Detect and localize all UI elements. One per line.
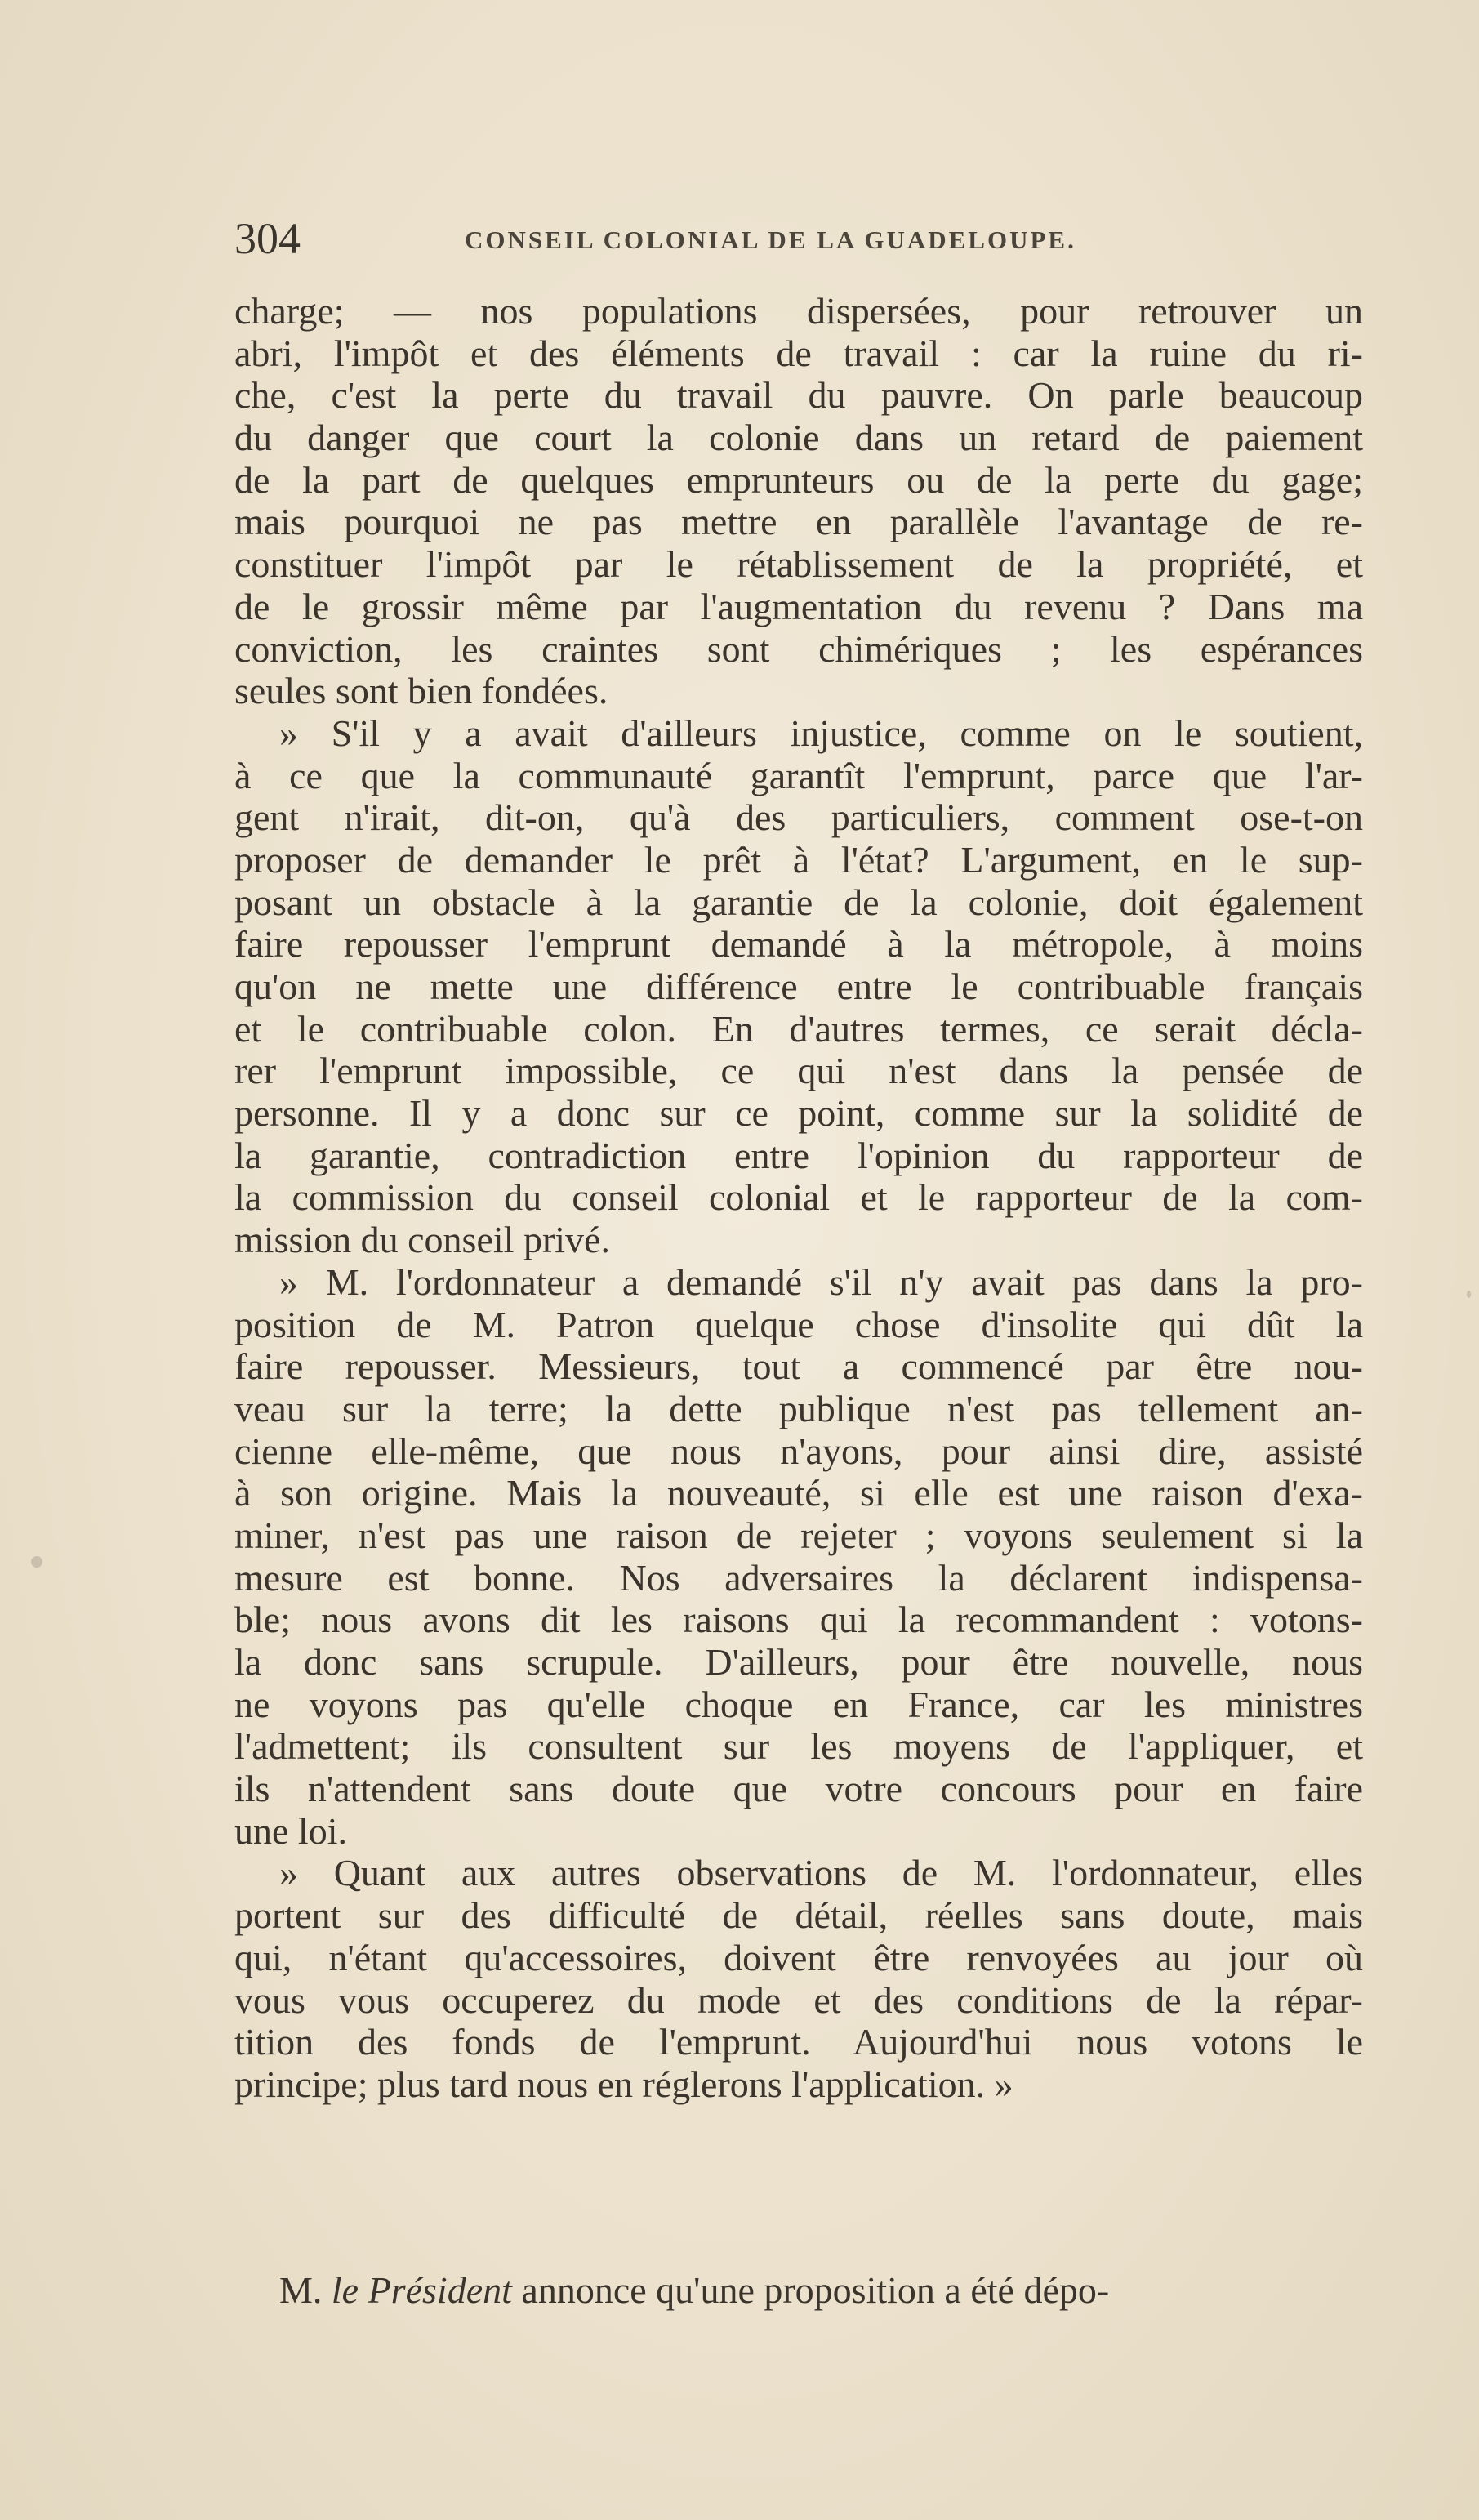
final-line-rest: annonce qu'une proposition a été dépo- (521, 2269, 1110, 2311)
text-line: » Quant aux autres observations de M. l'ordonnateur, elles (279, 1852, 1363, 1894)
final-line-role: le Président (331, 2269, 512, 2311)
text-line: à son origine. Mais la nouveauté, si elle est une raison d'exa- (234, 1472, 1363, 1514)
final-line (279, 2269, 1364, 2312)
text-line: du danger que court la colonie dans un retard de paiement (234, 417, 1363, 459)
running-head: CONSEIL COLONIAL DE LA GUADELOUPE. (465, 225, 1076, 254)
text-line: mais pourquoi ne pas mettre en parallèle l'avantage de re- (234, 501, 1363, 543)
final-line-prefix: M. (279, 2269, 323, 2311)
text-line: abri, l'impôt et des éléments de travail : car la ruine du ri- (234, 332, 1363, 374)
text-line: principe; plus tard nous en réglerons l'application. » (234, 2063, 1013, 2105)
paper-speck (31, 1556, 42, 1568)
text-line: seules sont bien fondées. (234, 670, 608, 712)
text-line: personne. Il y a donc sur ce point, comme sur la solidité de (234, 1092, 1363, 1135)
text-line: che, c'est la perte du travail du pauvre. On parle beaucoup (234, 374, 1363, 417)
text-line: portent sur des difficulté de détail, réelles sans doute, mais (234, 1894, 1363, 1937)
text-line: de le grossir même par l'augmentation du revenu ? Dans ma (234, 585, 1363, 627)
text-line: proposer de demander le prêt à l'état? L'argument, en le sup- (234, 838, 1363, 881)
text-line: tition des fonds de l'emprunt. Aujourd'hui nous votons le (234, 2021, 1363, 2063)
text-line: vous vous occuperez du mode et des conditions de la répar- (234, 1978, 1363, 2021)
text-line: faire repousser l'emprunt demandé à la métropole, à moins (234, 923, 1363, 966)
text-line: rer l'emprunt impossible, ce qui n'est dans la pensée de (234, 1050, 1363, 1092)
text-line: la garantie, contradiction entre l'opinion du rapporteur de (234, 1134, 1363, 1176)
text-line: qu'on ne mette une différence entre le contribuable français (234, 966, 1363, 1007)
paragraph (234, 712, 1363, 1261)
text-line: la commission du conseil colonial et le rapporteur de la com- (234, 1176, 1363, 1219)
page-header (234, 214, 1361, 263)
text-line: cienne elle-même, que nous n'ayons, pour ainsi dire, assisté (234, 1429, 1363, 1472)
text-line: ils n'attendent sans doute que votre concours pour en faire (234, 1768, 1363, 1810)
text-line: mission du conseil privé. (234, 1219, 610, 1261)
text-line: l'admettent; ils consultent sur les moyens de l'appliquer, et (234, 1725, 1363, 1768)
paragraph (234, 290, 1363, 712)
text-line: de la part de quelques emprunteurs ou de la perte du gage; (234, 458, 1363, 501)
text-line: qui, n'étant qu'accessoires, doivent être renvoyées au jour où (234, 1936, 1363, 1978)
paragraph (234, 1852, 1363, 2105)
paper-speck (1467, 1291, 1471, 1298)
text-line: » M. l'ordonnateur a demandé s'il n'y avait pas dans la pro- (279, 1260, 1363, 1303)
text-line: une loi. (234, 1809, 347, 1852)
text-line: à ce que la communauté garantît l'emprunt, parce que l'ar- (234, 754, 1363, 796)
text-line: gent n'irait, dit-on, qu'à des particuliers, comment ose-t-on (234, 796, 1363, 839)
text-line: constituer l'impôt par le rétablissement de la propriété, et (234, 543, 1363, 586)
text-line: veau sur la terre; la dette publique n'est pas tellement an- (234, 1387, 1363, 1429)
text-line: position de M. Patron quelque chose d'insolite qui dût la (234, 1303, 1363, 1345)
paragraph (234, 1261, 1363, 1853)
body-text (234, 290, 1363, 2106)
text-line: posant un obstacle à la garantie de la colonie, doit également (234, 881, 1363, 923)
text-line: ble; nous avons dit les raisons qui la recommandent : votons- (234, 1599, 1363, 1641)
text-line: ne voyons pas qu'elle choque en France, car les ministres (234, 1683, 1363, 1725)
text-line: charge; — nos populations dispersées, pour retrouver un (234, 290, 1363, 332)
text-line: et le contribuable colon. En d'autres termes, ce serait décla- (234, 1007, 1363, 1050)
text-line: conviction, les craintes sont chimériques ; les espérances (234, 627, 1363, 670)
text-line: la donc sans scrupule. D'ailleurs, pour être nouvelle, nous (234, 1641, 1363, 1683)
text-line: faire repousser. Messieurs, tout a commencé par être nou- (234, 1345, 1363, 1388)
text-line: » S'il y a avait d'ailleurs injustice, comme on le soutient, (279, 711, 1363, 754)
page-number: 304 (234, 214, 301, 263)
text-line: miner, n'est pas une raison de rejeter ; voyons seulement si la (234, 1514, 1363, 1556)
text-line: mesure est bonne. Nos adversaires la déclarent indispensa- (234, 1556, 1363, 1599)
